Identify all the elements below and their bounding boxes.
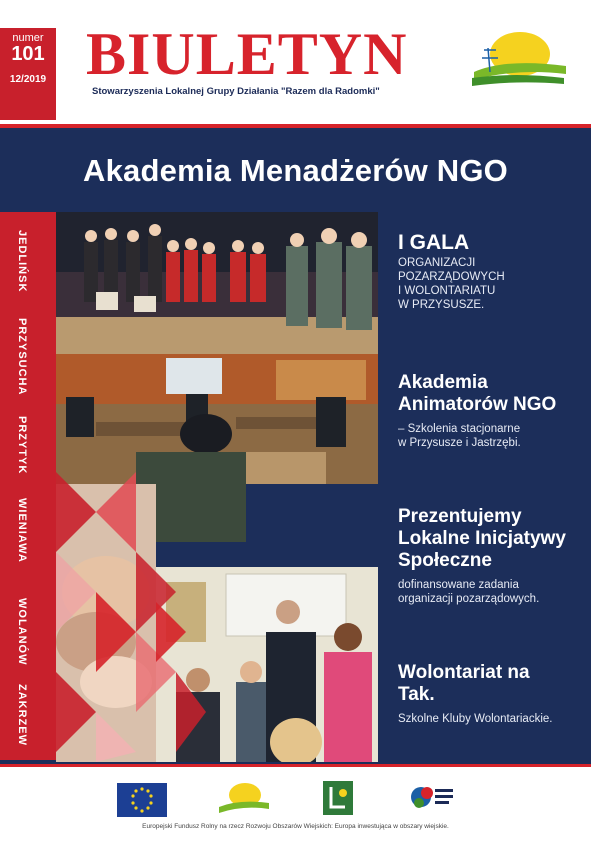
photo-collage <box>56 212 378 762</box>
issue-label: numer <box>12 32 44 44</box>
leader-logo-icon <box>323 781 353 815</box>
lgd-logo-icon <box>466 28 570 90</box>
article-title: Prezentujemy <box>398 506 522 527</box>
article-gala <box>398 232 505 312</box>
article-title: Społeczne <box>398 550 492 571</box>
town-label: PRZYSUCHA <box>16 318 28 396</box>
issue-badge <box>0 28 56 120</box>
article-title: Wolontariat na <box>398 662 530 683</box>
eu-flag-icon <box>117 783 167 817</box>
town-label: PRZYTYK <box>16 416 28 475</box>
article-text: POZARZĄDOWYCH <box>398 271 505 283</box>
town-label: WIENIAWA <box>16 498 28 563</box>
article-text: dofinansowane zadania <box>398 579 519 591</box>
article-text: ORGANIZACJI <box>398 257 476 269</box>
article-volunteering <box>398 662 552 726</box>
town-label: JEDLIŃSK <box>16 230 28 293</box>
cover-headline: Akademia Menadżerów NGO <box>83 153 508 188</box>
issue-number: 101 <box>11 43 45 65</box>
article-academy <box>398 372 556 450</box>
article-text: W PRZYSUSZE. <box>398 299 485 311</box>
bulletin-subtitle: Stowarzyszenia Lokalnej Grupy Działania "Razem dla Radomki" <box>92 86 380 97</box>
towns-list <box>0 226 56 756</box>
article-title: Tak. <box>398 684 435 705</box>
town-label: ZAKRZEW <box>16 684 28 746</box>
article-title: Animatorów NGO <box>398 394 557 415</box>
article-text: – Szkolenia stacjonarne <box>398 423 521 435</box>
article-text: organizacji pozarządowych. <box>398 593 540 605</box>
issue-date: 12/2019 <box>9 74 47 85</box>
article-title: Lokalne Inicjatywy <box>398 528 566 549</box>
article-initiatives <box>398 506 566 606</box>
photo-gala <box>56 212 378 354</box>
article-text: w Przysusze i Jastrzębi. <box>398 437 521 449</box>
masthead <box>0 0 591 124</box>
article-title: Akademia <box>398 372 488 393</box>
article-title: I GALA <box>398 231 470 254</box>
footer-logos <box>0 764 591 843</box>
prow-logo-icon <box>407 781 457 815</box>
lgd-small-logo-icon <box>217 781 271 817</box>
article-text: Szkolne Kluby Wolontariackie. <box>398 713 553 725</box>
town-label: WOLANÓW <box>16 598 28 666</box>
article-text: I WOLONTARIATU <box>398 285 496 297</box>
footer-note: Europejski Fundusz Rolny na rzecz Rozwoju Obszarów Wiejskich: Europa inwestująca w obszary wiejskie. <box>142 823 449 830</box>
bulletin-title: BIULETYN <box>86 21 408 87</box>
